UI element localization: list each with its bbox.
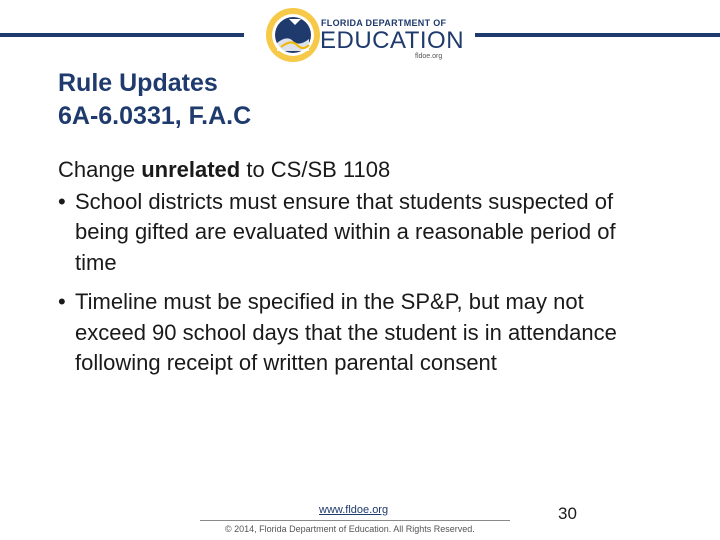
intro-prefix: Change: [58, 157, 142, 182]
intro-line: [58, 155, 658, 186]
intro-bold: unrelated: [141, 157, 241, 182]
header-rule-right: [475, 33, 720, 37]
bullet-item: [58, 287, 658, 379]
title-line-1: Rule Updates: [58, 69, 218, 97]
footer-divider: [200, 520, 510, 521]
fldoe-logo: [265, 5, 465, 65]
sun-emblem-icon: [265, 5, 321, 65]
page-number: 30: [558, 504, 577, 523]
footer-copyright: © 2014, Florida Department of Education. All Rights Reserved.: [225, 524, 475, 534]
bullet-text: School districts must ensure that students suspected of being gifted are evaluated within a reasonable period of time: [75, 188, 616, 275]
bullet-icon: •: [58, 289, 66, 314]
title-line-2: 6A-6.0331, F.A.C: [58, 102, 252, 130]
bullet-item: [58, 187, 658, 279]
header-rule-left: [0, 33, 244, 37]
slide-body: [58, 155, 658, 388]
logo-education-text: EDUCATION: [320, 27, 465, 54]
slide-title: [58, 67, 251, 133]
bullet-icon: •: [58, 188, 66, 214]
intro-suffix: to CS/SB 1108: [240, 157, 391, 182]
bullet-text: Timeline must be specified in the SP&P, but may not exceed 90 school days that the student is in attendance following receipt of written parental consent: [75, 289, 617, 375]
bullet-list: [58, 187, 658, 379]
logo-site-text: fldoe.org: [415, 53, 443, 60]
footer-url-link[interactable]: www.fldoe.org: [319, 504, 389, 516]
logo-dept-text: FLORIDA DEPARTMENT OF: [321, 18, 447, 28]
